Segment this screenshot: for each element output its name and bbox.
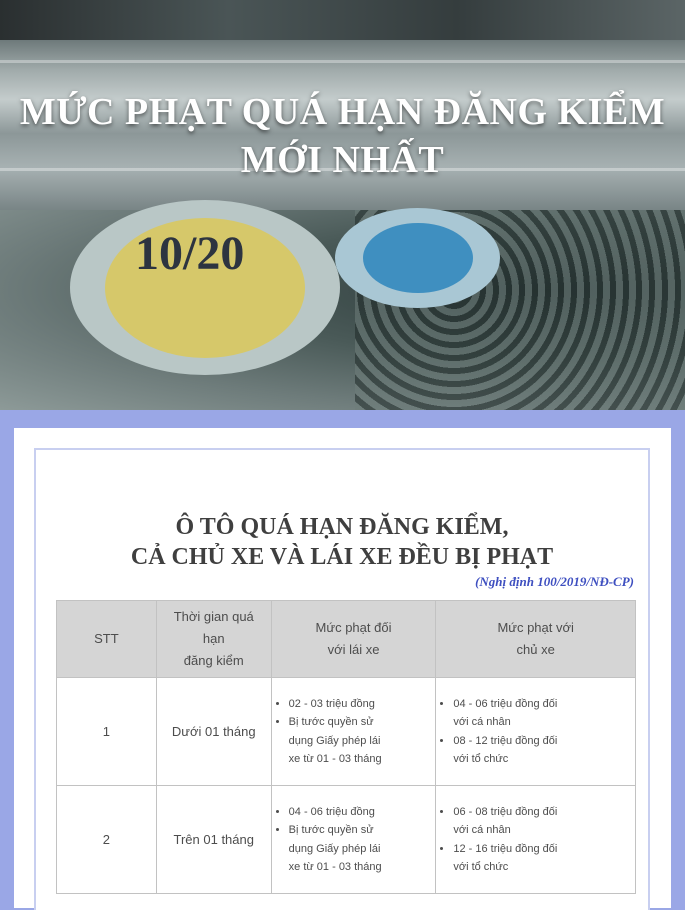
header-text: chủ xe	[516, 642, 555, 657]
fine-item	[453, 840, 634, 877]
fine-item: • 02 - 03 triệu đồng	[289, 695, 435, 714]
fine-text: xe từ 01 - 03 tháng	[288, 753, 382, 765]
fine-text: • Bị tước quyền sử	[288, 824, 374, 836]
card-title	[36, 512, 648, 572]
row-stt: 2	[57, 786, 157, 894]
card-title-line2: CẢ CHỦ XE VÀ LÁI XE ĐỀU BỊ PHẠT	[130, 544, 554, 570]
page-title-line2: MỚI NHẤT	[240, 139, 445, 181]
inspection-sticker-yellow	[70, 200, 340, 375]
fine-text: với tổ chức	[453, 753, 509, 765]
row-driver-fine	[271, 678, 436, 786]
header-stt: STT	[57, 601, 157, 678]
page-title-line1: MỨC PHẠT QUÁ HẠN ĐĂNG KIỂM	[19, 91, 666, 133]
row-driver-fine	[271, 786, 436, 894]
header-text: Thời gian quá hạn	[173, 609, 254, 646]
fine-text: với tổ chức	[453, 861, 509, 873]
fine-text: • Bị tước quyền sử	[288, 716, 374, 728]
header-text: với lái xe	[327, 642, 380, 657]
fine-text: • 04 - 06 triệu đồng đối	[453, 697, 558, 710]
hero-top-strip	[0, 0, 685, 40]
fine-item	[453, 695, 634, 732]
hero-banner	[0, 0, 685, 410]
fine-item: • 04 - 06 triệu đồng	[289, 803, 435, 822]
table-row	[57, 786, 636, 894]
table-header-row	[57, 601, 636, 678]
fine-text: với cá nhân	[453, 716, 511, 728]
info-card	[36, 450, 648, 910]
fine-text: với cá nhân	[453, 824, 511, 836]
row-period: Dưới 01 tháng	[156, 678, 271, 786]
fine-text: • 08 - 12 triệu đồng đối	[453, 734, 558, 747]
fine-item	[453, 803, 634, 840]
sticker-number: 10/20	[135, 226, 245, 280]
fine-item	[289, 713, 435, 769]
header-text: đăng kiểm	[183, 653, 244, 668]
inspection-sticker-blue	[335, 208, 500, 308]
card-title-line1: Ô TÔ QUÁ HẠN ĐĂNG KIỂM,	[175, 514, 509, 540]
band-highlight	[0, 60, 685, 63]
header-text: Mức phạt đối	[315, 620, 392, 635]
fines-table	[56, 600, 636, 894]
fine-text: dụng Giấy phép lái	[288, 734, 381, 747]
row-owner-fine	[436, 678, 636, 786]
header-owner-fine	[436, 601, 636, 678]
header-text: Mức phạt với	[497, 620, 574, 635]
fine-text: dụng Giấy phép lái	[288, 842, 381, 855]
fine-text: xe từ 01 - 03 tháng	[288, 861, 382, 873]
fine-item	[453, 732, 634, 769]
fine-item	[289, 821, 435, 877]
row-period: Trên 01 tháng	[156, 786, 271, 894]
header-driver-fine	[271, 601, 436, 678]
decree-reference: (Nghị định 100/2019/NĐ-CP)	[475, 574, 634, 589]
table-row	[57, 678, 636, 786]
fine-text: • 12 - 16 triệu đồng đối	[453, 842, 558, 855]
info-card-frame	[14, 428, 671, 908]
row-stt: 1	[57, 678, 157, 786]
row-owner-fine	[436, 786, 636, 894]
fine-text: • 06 - 08 triệu đồng đối	[453, 805, 558, 818]
header-overdue-time	[156, 601, 271, 678]
page-title	[0, 88, 685, 184]
